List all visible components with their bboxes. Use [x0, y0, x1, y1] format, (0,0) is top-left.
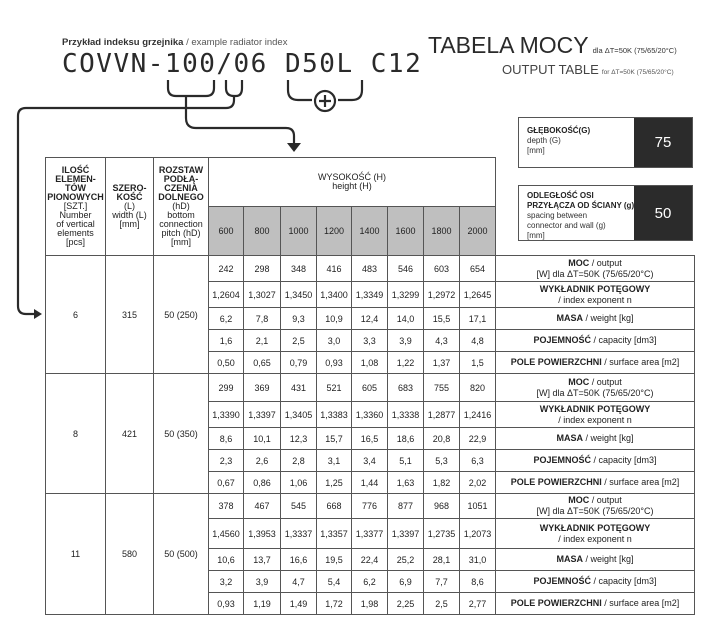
row-label-en: output [596, 376, 622, 387]
value-cell: 1,3377 [352, 519, 388, 549]
value-cell: 3,2 [209, 571, 244, 593]
value-cell: 1051 [460, 494, 496, 519]
row-label-pl: WYKŁADNIK POTĘGOWY [539, 283, 651, 294]
row-label-en: capacity [dm3] [598, 335, 657, 345]
group-width: 580 [106, 494, 154, 615]
row-label-pl: POJEMNOŚĆ [533, 455, 591, 465]
arrow-to-height-line [186, 96, 294, 146]
row-label [496, 282, 695, 308]
header-pitch: ROZSTAW PODŁĄ- CZENIA DOLNEGO (hD) bottom connection pitch (hD) [mm] [154, 158, 209, 256]
example-label-sep: / [183, 37, 192, 48]
value-cell: 2,1 [244, 330, 281, 352]
value-cell: 5,1 [388, 450, 424, 472]
title-secondary: OUTPUT TABLE [502, 62, 599, 77]
arrow-down-head [287, 143, 301, 152]
value-cell: 9,3 [281, 308, 317, 330]
value-cell: 6,9 [388, 571, 424, 593]
power-table [45, 157, 695, 615]
value-cell: 968 [424, 494, 460, 519]
value-cell: 8,6 [209, 428, 244, 450]
value-cell: 0,93 [317, 352, 352, 374]
height-col-2000: 2000 [460, 207, 496, 256]
value-cell: 2,5 [281, 330, 317, 352]
row-label-sep: / [601, 357, 610, 367]
group-width: 315 [106, 256, 154, 374]
value-cell: 1,22 [388, 352, 424, 374]
row-label [496, 549, 695, 571]
value-cell: 1,2073 [460, 519, 496, 549]
row-label-line2: [W] dla ΔT=50K (75/65/20°C) [536, 506, 654, 516]
value-cell: 1,3027 [244, 282, 281, 308]
value-cell: 299 [209, 374, 244, 402]
value-cell: 1,3357 [317, 519, 352, 549]
row-label [496, 402, 695, 428]
value-cell: 2,6 [244, 450, 281, 472]
value-cell: 1,06 [281, 472, 317, 494]
value-cell: 12,4 [352, 308, 388, 330]
value-cell: 14,0 [388, 308, 424, 330]
value-cell: 605 [352, 374, 388, 402]
row-label-pl: POJEMNOŚĆ [533, 576, 591, 586]
value-cell: 416 [317, 256, 352, 282]
value-cell: 6,2 [209, 308, 244, 330]
distance-line3: spacing between [527, 211, 588, 220]
value-cell: 15,5 [424, 308, 460, 330]
row-label-line2: / index exponent n [558, 533, 632, 544]
value-cell: 16,6 [281, 549, 317, 571]
depth-value: 75 [634, 118, 692, 167]
distance-line4: connector and wall (g) [527, 221, 606, 230]
row-label-line2: / index exponent n [558, 414, 632, 425]
table-row [46, 256, 695, 282]
example-label-pl: Przykład indeksu grzejnika [62, 37, 184, 48]
distance-value: 50 [634, 186, 692, 240]
value-cell: 378 [209, 494, 244, 519]
row-label [496, 494, 695, 519]
group-width: 421 [106, 374, 154, 494]
row-label [496, 519, 695, 549]
value-cell: 603 [424, 256, 460, 282]
value-cell: 1,2877 [424, 402, 460, 428]
value-cell: 7,7 [424, 571, 460, 593]
value-cell: 683 [388, 374, 424, 402]
height-col-600: 600 [209, 207, 244, 256]
value-cell: 2,8 [281, 450, 317, 472]
row-label-en: output [596, 257, 622, 268]
row-label-sep: / [589, 376, 597, 387]
value-cell: 2,02 [460, 472, 496, 494]
value-cell: 28,1 [424, 549, 460, 571]
header-label-spacer [496, 158, 695, 256]
depth-unit: [mm] [527, 146, 545, 155]
row-label-pl: POLE POWIERZCHNI [510, 477, 602, 487]
value-cell: 2,25 [388, 593, 424, 615]
row-label [496, 571, 695, 593]
title-main: TABELA MOCY [428, 32, 589, 58]
header-elements: ILOŚĆ ELEMEN- TÓW PIONOWYCH [SZT.] Number of vertical elements [pcs] [46, 158, 106, 256]
value-cell: 0,93 [209, 593, 244, 615]
value-cell: 3,3 [352, 330, 388, 352]
distance-title2: PRZYŁĄCZA OD ŚCIANY (g) [527, 201, 635, 210]
bracket-elements-bracket [226, 80, 242, 96]
value-cell: 10,1 [244, 428, 281, 450]
example-label-en: example radiator index [191, 37, 288, 48]
value-cell: 31,0 [460, 549, 496, 571]
value-cell: 6,3 [460, 450, 496, 472]
value-cell: 6,2 [352, 571, 388, 593]
value-cell: 1,2972 [424, 282, 460, 308]
depth-line2: depth (G) [527, 136, 561, 145]
row-label-pl: WYKŁADNIK POTĘGOWY [539, 522, 651, 533]
row-label-pl: MOC [568, 376, 590, 387]
value-cell: 17,1 [460, 308, 496, 330]
value-cell: 1,3400 [317, 282, 352, 308]
distance-unit: [mm] [527, 231, 545, 240]
value-cell: 8,6 [460, 571, 496, 593]
row-label-sep: / [590, 576, 599, 586]
value-cell: 4,3 [424, 330, 460, 352]
value-cell: 348 [281, 256, 317, 282]
header-height: WYSOKOŚĆ (H) height (H) [209, 158, 496, 207]
value-cell: 1,2604 [209, 282, 244, 308]
row-label-sep: / [582, 433, 591, 443]
group-elements: 11 [46, 494, 106, 615]
row-label-en: surface area [m2] [609, 477, 680, 487]
group-pitch: 50 (500) [154, 494, 209, 615]
value-cell: 22,4 [352, 549, 388, 571]
value-cell: 7,8 [244, 308, 281, 330]
row-label [496, 593, 695, 615]
value-cell: 1,08 [352, 352, 388, 374]
row-label-pl: MASA [556, 433, 583, 443]
value-cell: 1,4560 [209, 519, 244, 549]
row-label-pl: MOC [568, 257, 590, 268]
row-label-pl: MASA [556, 313, 583, 323]
value-cell: 1,44 [352, 472, 388, 494]
value-cell: 4,7 [281, 571, 317, 593]
distance-title1: ODLEGŁOŚĆ OSI [527, 191, 594, 200]
value-cell: 1,3337 [281, 519, 317, 549]
value-cell: 1,6 [209, 330, 244, 352]
height-col-1200: 1200 [317, 207, 352, 256]
value-cell: 0,65 [244, 352, 281, 374]
group-elements: 6 [46, 256, 106, 374]
group-pitch: 50 (250) [154, 256, 209, 374]
value-cell: 467 [244, 494, 281, 519]
row-label-en: weight [kg] [590, 554, 634, 564]
height-col-1800: 1800 [424, 207, 460, 256]
example-index-code: COVVN-100/06 D50L C12 [62, 49, 423, 79]
row-label [496, 472, 695, 494]
value-cell: 1,2735 [424, 519, 460, 549]
value-cell: 10,6 [209, 549, 244, 571]
value-cell: 3,9 [244, 571, 281, 593]
value-cell: 545 [281, 494, 317, 519]
value-cell: 654 [460, 256, 496, 282]
value-cell: 877 [388, 494, 424, 519]
row-label [496, 256, 695, 282]
row-label-sep: / [601, 598, 610, 608]
value-cell: 1,3397 [388, 519, 424, 549]
value-cell: 755 [424, 374, 460, 402]
table-row [46, 374, 695, 402]
value-cell: 20,8 [424, 428, 460, 450]
row-label-line2: [W] dla ΔT=50K (75/65/20°C) [536, 387, 654, 398]
row-label-sep: / [582, 313, 591, 323]
row-label-sep: / [582, 554, 591, 564]
value-cell: 369 [244, 374, 281, 402]
row-label-en: weight [kg] [590, 433, 634, 443]
value-cell: 776 [352, 494, 388, 519]
height-col-1000: 1000 [281, 207, 317, 256]
value-cell: 1,25 [317, 472, 352, 494]
value-cell: 1,3397 [244, 402, 281, 428]
group-pitch: 50 (350) [154, 374, 209, 494]
row-label-line2: / index exponent n [558, 294, 632, 305]
value-cell: 298 [244, 256, 281, 282]
arrow-right-head [34, 309, 42, 319]
value-cell: 1,72 [317, 593, 352, 615]
value-cell: 3,1 [317, 450, 352, 472]
value-cell: 546 [388, 256, 424, 282]
height-col-800: 800 [244, 207, 281, 256]
value-cell: 483 [352, 256, 388, 282]
table-row [46, 494, 695, 519]
row-label [496, 450, 695, 472]
value-cell: 3,4 [352, 450, 388, 472]
value-cell: 10,9 [317, 308, 352, 330]
value-cell: 1,3360 [352, 402, 388, 428]
row-label-sep: / [590, 455, 599, 465]
value-cell: 0,67 [209, 472, 244, 494]
depth-title: GŁĘBOKOŚĆ(G) [527, 126, 591, 135]
value-cell: 25,2 [388, 549, 424, 571]
row-label [496, 352, 695, 374]
value-cell: 3,0 [317, 330, 352, 352]
row-label-pl: POJEMNOŚĆ [533, 335, 591, 345]
value-cell: 16,5 [352, 428, 388, 450]
value-cell: 4,8 [460, 330, 496, 352]
value-cell: 242 [209, 256, 244, 282]
row-label-line2: [W] dla ΔT=50K (75/65/20°C) [536, 268, 654, 279]
value-cell: 2,77 [460, 593, 496, 615]
value-cell: 1,98 [352, 593, 388, 615]
title-main-sub: dla ΔT=50K (75/65/20°C) [592, 46, 677, 55]
row-label-en: surface area [m2] [609, 357, 680, 367]
bracket-connection-left [288, 80, 312, 100]
value-cell: 1,2416 [460, 402, 496, 428]
value-cell: 668 [317, 494, 352, 519]
title-secondary-sub: for ΔT=50K (75/65/20°C) [601, 69, 674, 76]
value-cell: 1,82 [424, 472, 460, 494]
row-label-sep: / [590, 335, 599, 345]
row-label-pl: WYKŁADNIK POTĘGOWY [539, 403, 651, 414]
value-cell: 0,79 [281, 352, 317, 374]
value-cell: 15,7 [317, 428, 352, 450]
value-cell: 1,3349 [352, 282, 388, 308]
row-label-pl: MASA [556, 554, 583, 564]
row-label-sep: / [589, 495, 597, 505]
value-cell: 1,49 [281, 593, 317, 615]
value-cell: 1,3405 [281, 402, 317, 428]
row-label-pl: MOC [568, 495, 590, 505]
value-cell: 1,2645 [460, 282, 496, 308]
row-label-sep: / [601, 477, 610, 487]
row-label-en: capacity [dm3] [598, 455, 657, 465]
value-cell: 2,3 [209, 450, 244, 472]
row-label [496, 428, 695, 450]
row-label-pl: POLE POWIERZCHNI [510, 598, 602, 608]
value-cell: 5,4 [317, 571, 352, 593]
value-cell: 1,5 [460, 352, 496, 374]
row-label [496, 330, 695, 352]
row-label-en: capacity [dm3] [598, 576, 657, 586]
value-cell: 1,3953 [244, 519, 281, 549]
value-cell: 22,9 [460, 428, 496, 450]
value-cell: 19,5 [317, 549, 352, 571]
value-cell: 1,3450 [281, 282, 317, 308]
bracket-connection-right [338, 80, 362, 100]
row-label [496, 308, 695, 330]
value-cell: 431 [281, 374, 317, 402]
row-label-pl: POLE POWIERZCHNI [510, 357, 602, 367]
group-elements: 8 [46, 374, 106, 494]
value-cell: 820 [460, 374, 496, 402]
value-cell: 1,3383 [317, 402, 352, 428]
value-cell: 12,3 [281, 428, 317, 450]
row-label [496, 374, 695, 402]
value-cell: 1,3390 [209, 402, 244, 428]
value-cell: 1,37 [424, 352, 460, 374]
row-label-en: output [596, 495, 622, 505]
row-label-en: surface area [m2] [609, 598, 680, 608]
value-cell: 3,9 [388, 330, 424, 352]
value-cell: 2,5 [424, 593, 460, 615]
header-width: SZERO- KOŚĆ (L) width (L) [mm] [106, 158, 154, 256]
row-label-sep: / [589, 257, 597, 268]
value-cell: 1,3299 [388, 282, 424, 308]
value-cell: 13,7 [244, 549, 281, 571]
value-cell: 5,3 [424, 450, 460, 472]
value-cell: 1,19 [244, 593, 281, 615]
height-col-1400: 1400 [352, 207, 388, 256]
value-cell: 18,6 [388, 428, 424, 450]
height-col-1600: 1600 [388, 207, 424, 256]
value-cell: 1,3338 [388, 402, 424, 428]
value-cell: 0,50 [209, 352, 244, 374]
value-cell: 0,86 [244, 472, 281, 494]
value-cell: 521 [317, 374, 352, 402]
value-cell: 1,63 [388, 472, 424, 494]
row-label-en: weight [kg] [590, 313, 634, 323]
bracket-height-bracket [168, 80, 214, 96]
